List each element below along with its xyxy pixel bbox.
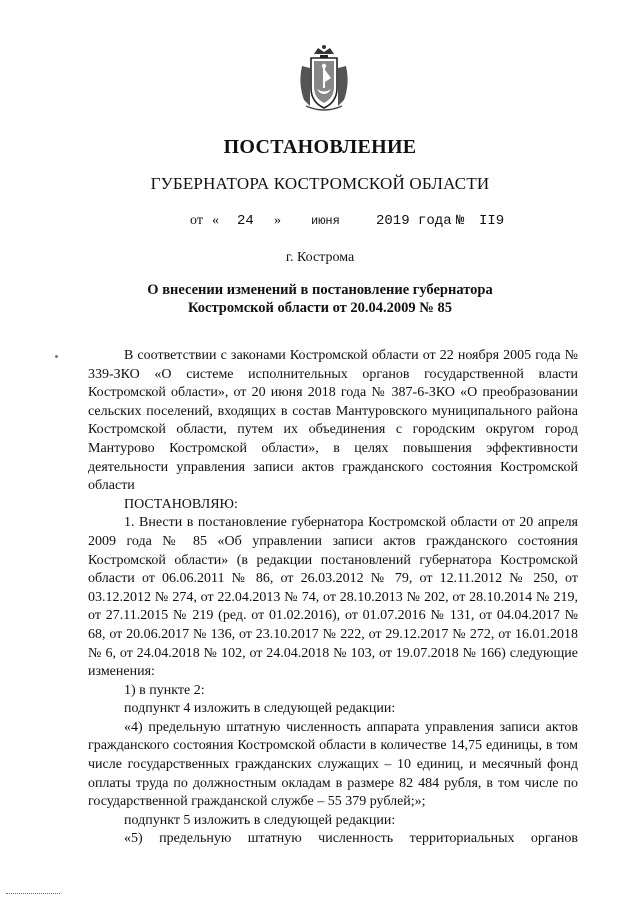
coat-of-arms-emblem xyxy=(296,44,352,114)
document-title: ПОСТАНОВЛЕНИЕ xyxy=(223,136,417,158)
document-body xyxy=(88,347,578,849)
paragraph-subpoint-4-text: «4) предельную штатную численность аппарата управления записи актов гражданского состояния Костромской области в количестве 14,75 единицы, в том числе государственных гражданских служащих – 10 единиц, и месячный фонд оплаты труда по должностным окладам в размере 82 484 рубля, в том числе по государственной гражданской службе – 55 379 рублей;»; xyxy=(88,719,578,810)
footer-mark xyxy=(6,893,60,894)
heading-line-1: О внесении изменений в постановление губернатора xyxy=(147,282,493,298)
date-year: 2019 года xyxy=(376,213,452,229)
date-prefix: от xyxy=(190,213,203,228)
paragraph-subpoint-5-intro: подпункт 5 изложить в следующей редакции: xyxy=(124,812,396,828)
date-month: июня xyxy=(311,214,340,228)
document-heading xyxy=(0,281,640,317)
heading-line-2: Костромской области от 20.04.2009 № 85 xyxy=(188,300,452,316)
document-number: II9 xyxy=(479,213,505,229)
date-open-quote: « xyxy=(212,213,219,228)
paragraph-preamble: В соответствии с законами Костромской области от 22 ноября 2005 года № 339-ЗКО «О системе исполнительных органов государственной власти Костромской области», от 20 июня 2018 года № 387-6-ЗКО «О преобразовании сельских поселений, входящих в состав Мантуровского муниципального района Костромской области, путем их объединения с городским округом город Мантурово Костромской области», в целях повышения эффективности деятельности управления записи актов гражданского состояния Костромской области xyxy=(88,348,578,494)
number-sign: № xyxy=(456,213,465,229)
paragraph-subpoint-4-intro: подпункт 4 изложить в следующей редакции: xyxy=(124,701,396,717)
paragraph-subitem-1: 1) в пункте 2: xyxy=(124,682,205,698)
document-city: г. Кострома xyxy=(285,250,355,265)
margin-mark xyxy=(55,355,58,358)
date-close-quote: » xyxy=(274,213,281,228)
date-day: 24 xyxy=(237,213,254,229)
document-issuer: ГУБЕРНАТОРА КОСТРОМСКОЙ ОБЛАСТИ xyxy=(150,174,490,193)
paragraph-subpoint-5-text: «5) предельную штатную численность территориальных органов xyxy=(124,831,578,847)
paragraph-decree: ПОСТАНОВЛЯЮ: xyxy=(124,496,238,512)
paragraph-item-1: 1. Внести в постановление губернатора Костромской области от 20 апреля 2009 года № 85 «Об управлении записи актов гражданского состояния Костромской области» (в редакции постановлений губернатора Костромской области от 06.06.2011 № 86, от 26.03.2012 № 79, от 12.11.2012 № 250, от 03.12.2012 № 274, от 22.04.2013 № 74, от 28.10.2013 № 202, от 28.10.2014 № 219, от 27.11.2015 № 219 (ред. от 01.02.2016), от 01.07.2016 № 131, от 04.04.2017 № 68, от 20.06.2017 № 136, от 23.10.2017 № 222, от 29.12.2017 № 272, от 16.01.2018 № 6, от 24.04.2018 № 102, от 24.04.2018 № 103, от 19.07.2018 № 166) следующие изменения: xyxy=(88,515,578,680)
